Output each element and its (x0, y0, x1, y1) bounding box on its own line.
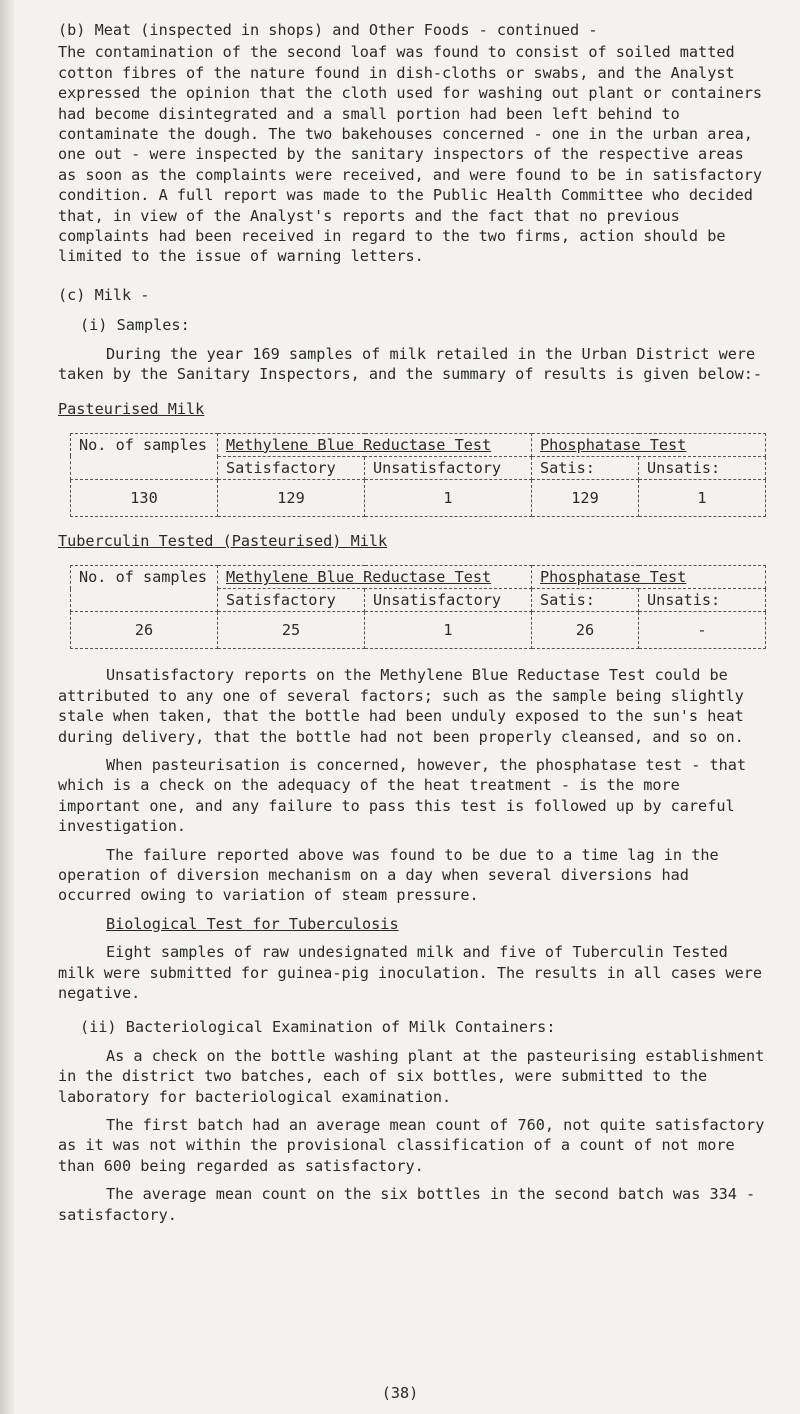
page-binding-edge (0, 0, 14, 1414)
table2-sub-satis: Satis: (532, 589, 639, 612)
paragraph-bacteriological-2: The first batch had an average mean count of 760, not quite satisfactory as it was not within the provisional classification of a count of not more than 600 being regarded as satisfactory. (58, 1116, 774, 1175)
table1-header-methylene: Methylene Blue Reductase Test (218, 433, 532, 456)
paragraph-bacteriological-3: The average mean count on the six bottles in the second batch was 334 - satisfactory. (58, 1185, 765, 1224)
paragraph-bacteriological-1: As a check on the bottle washing plant at the pasteurising establishment in the district two batches, each of six bottles, were submitted to the laboratory for bacteriological examination. (58, 1046, 774, 1106)
samples-title: (i) Samples: (80, 316, 190, 335)
table2-header-methylene: Methylene Blue Reductase Test (218, 566, 532, 589)
table2-cell-mb-sat: 25 (218, 612, 365, 649)
table1-header-samples: No. of samples (71, 433, 218, 479)
page-number: (38) (381, 1384, 419, 1402)
table1-header-phosphatase: Phosphatase Test (532, 433, 766, 456)
paragraph-pasteurisation: When pasteurisation is concerned, however, the phosphatase test - that which is a check on the adequacy of the heat treatment - is the more important one, and any failure to pass this test is followed up by careful investigation. (58, 755, 756, 836)
table1-title: Pasteurised Milk (58, 399, 205, 418)
table1-sub-unsatis: Unsatis: (639, 456, 766, 479)
table2-sub-satisfactory: Satisfactory (218, 589, 365, 612)
pasteurised-milk-table (70, 433, 766, 517)
table1-cell-ph-sat: 129 (532, 479, 639, 516)
paragraph-unsatisfactory-reports: Unsatisfactory reports on the Methylene Blue Reductase Test could be attributed to any one of several factors; such as the sample being slightly stale when taken, that the bottle had been unduly exposed to the sun's heat during delivery, that the bottle had not been properly cleansed, and so on. (58, 666, 753, 746)
bacteriological-title: (ii) Bacteriological Examination of Milk Containers: (80, 1018, 556, 1037)
table2-cell-ph-sat: 26 (532, 612, 639, 649)
biological-test-title: Biological Test for Tuberculosis (106, 914, 399, 933)
table2-title: Tuberculin Tested (Pasteurised) Milk (58, 531, 388, 550)
table1-cell-mb-sat: 129 (218, 479, 365, 516)
table1-sub-unsatisfactory: Unsatisfactory (365, 456, 532, 479)
table1-cell-ph-unsat: 1 (639, 479, 766, 516)
table2-sub-unsatis: Unsatis: (639, 589, 766, 612)
section-heading: (b) Meat (inspected in shops) and Other Foods - continued - (58, 21, 598, 39)
table1-cell-mb-unsat: 1 (365, 479, 532, 516)
table1-row (71, 479, 766, 516)
paragraph-failure: The failure reported above was found to be due to a time lag in the operation of diversion mechanism on a day when several diversions had occurred owing to variation of steam pressure. (58, 845, 728, 905)
table2-cell-ph-unsat: - (639, 612, 766, 649)
table2-sub-unsatisfactory: Unsatisfactory (365, 589, 532, 612)
paragraph-biological: Eight samples of raw undesignated milk and five of Tuberculin Tested milk were submitted for guinea-pig inoculation. The results in all cases were negative. (58, 943, 772, 1002)
table2-cell-samples: 26 (71, 612, 218, 649)
table1-sub-satis: Satis: (532, 456, 639, 479)
samples-intro: During the year 169 samples of milk retailed in the Urban District were taken by the Sanitary Inspectors, and the summary of results is given below:- (58, 344, 765, 384)
section-c-title: (c) Milk - (58, 285, 150, 304)
tuberculin-tested-milk-table (70, 565, 766, 649)
paragraph-contamination: The contamination of the second loaf was found to consist of soiled matted cotton fibres of the nature found in dish-cloths or swabs, and the Analyst expressed the opinion that the cloth used for washing out plant or containers had become disintegrated and a small portion had been left behind to contaminate the dough. The two bakehouses concerned - one in the urban area, one out - were inspected by the sanitary inspectors of the respective areas as soon as the complaints were received, and were found to be in satisfactory condition. A full report was made to the Public Health Committee who decided that, in view of the Analyst's reports and the fact that no previous complaints had been received in regard to the two firms, action should be limited to the issue of warning letters. (58, 43, 772, 266)
table1-sub-satisfactory: Satisfactory (218, 456, 365, 479)
table2-header-phosphatase: Phosphatase Test (532, 566, 766, 589)
table2-cell-mb-unsat: 1 (365, 612, 532, 649)
table1-cell-samples: 130 (71, 479, 218, 516)
table2-row (71, 612, 766, 649)
table2-header-samples: No. of samples (71, 566, 218, 612)
